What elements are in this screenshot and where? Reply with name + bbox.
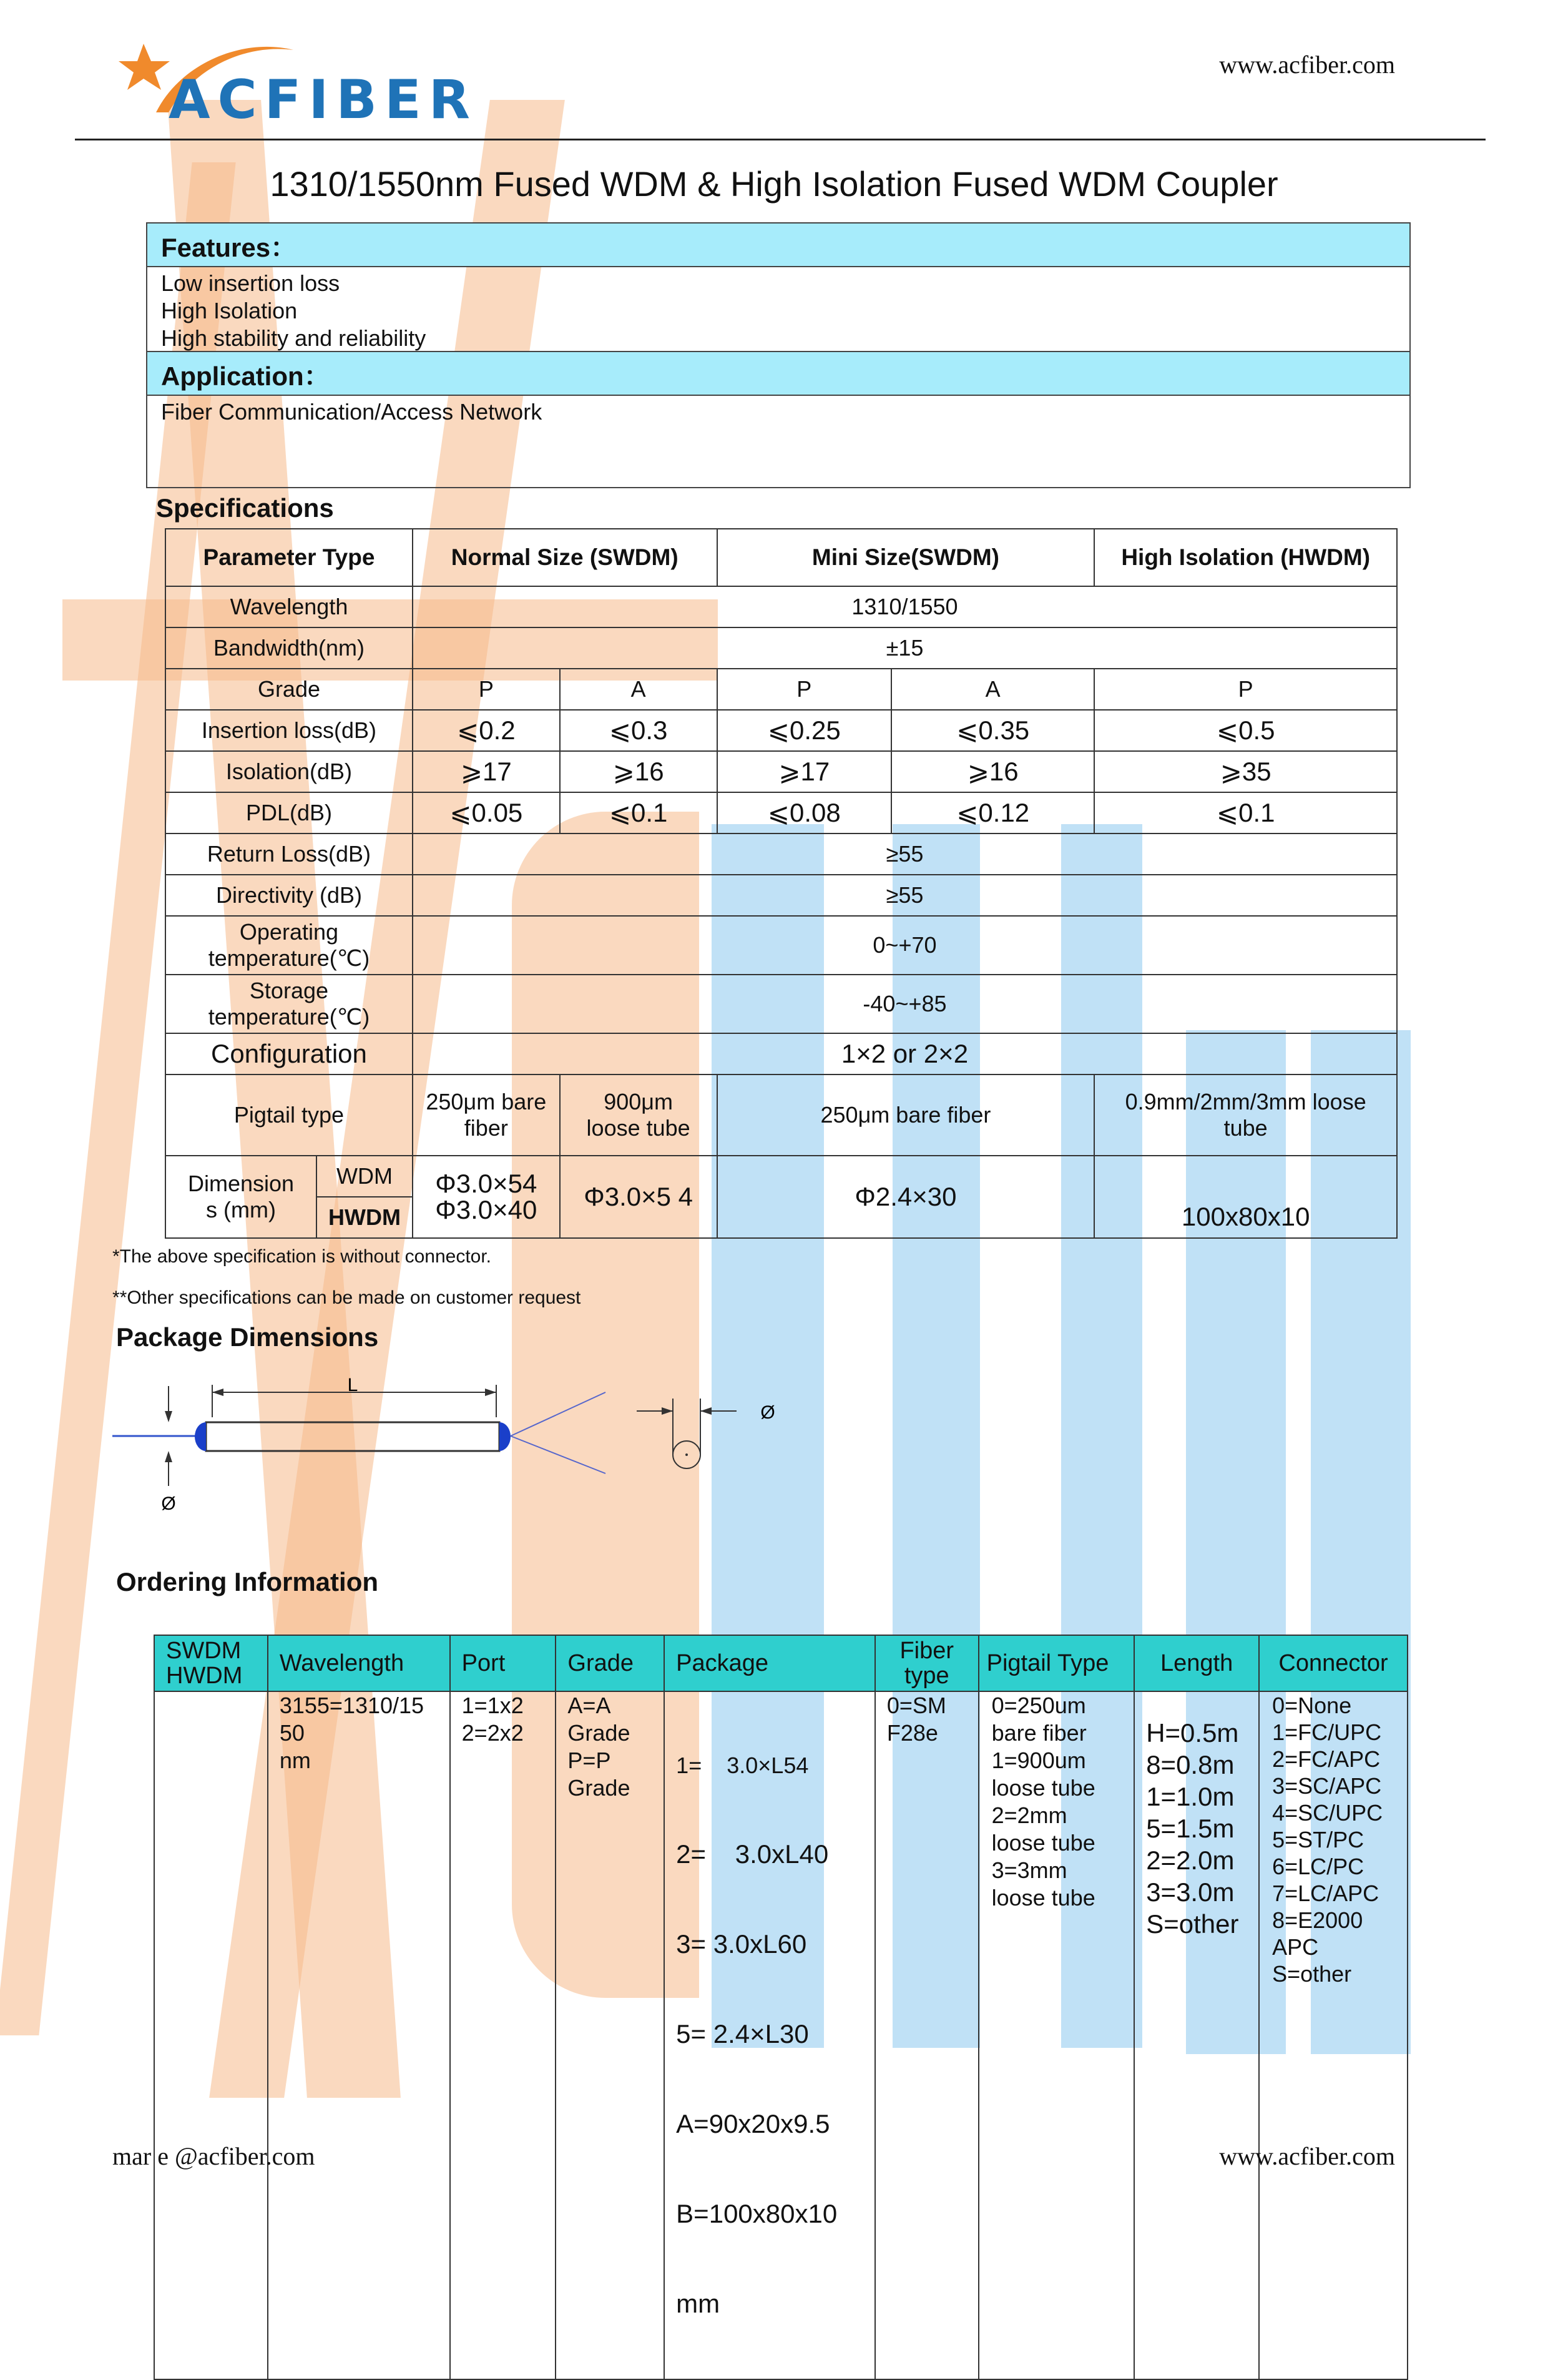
table-row [165, 529, 1397, 586]
table-cell: ⩽0.1 [1094, 792, 1397, 833]
table-cell [556, 1691, 664, 2379]
table-row [165, 916, 1397, 975]
option-line: 1=900um [991, 1748, 1086, 1773]
header-cell: Port [450, 1635, 556, 1691]
diameter-label: Ø [760, 1402, 775, 1423]
table-cell [450, 1691, 556, 2379]
option-line: A=A [567, 1693, 611, 1718]
wdm-label: WDM [317, 1156, 412, 1197]
table-cell: P [1094, 669, 1397, 710]
option-line: 1= 3.0×L54 [676, 1753, 809, 1778]
header-divider [75, 139, 1486, 140]
option-line: 7=LC/APC [1272, 1881, 1379, 1906]
brand-name: ACFIBER [169, 69, 478, 131]
table-row [165, 669, 1397, 710]
row-label: Operating temperature(℃) [165, 916, 413, 975]
table-cell: ⩾17 [413, 751, 560, 792]
table-row [165, 875, 1397, 916]
header-cell: Connector [1259, 1635, 1408, 1691]
header-cell: Length [1134, 1635, 1259, 1691]
table-row [154, 1691, 1408, 2379]
table-cell: ⩾16 [560, 751, 717, 792]
table-cell: ⩾17 [717, 751, 891, 792]
option-line: 0=250um [991, 1693, 1086, 1718]
option-line: Grade [567, 1775, 630, 1801]
row-label: Grade [165, 669, 413, 710]
table-cell: ≥55 [413, 875, 1397, 916]
diameter-label: Ø [161, 1493, 176, 1514]
header-website[interactable]: www.acfiber.com [1219, 51, 1395, 79]
feature-item: High Isolation [161, 298, 298, 323]
row-label: Configuration [165, 1033, 413, 1074]
header-cell: Wavelength [268, 1635, 450, 1691]
table-cell: Φ2.4×30 [717, 1156, 1095, 1238]
table-cell: 1×2 or 2×2 [413, 1033, 1397, 1074]
row-label: Dimension s (mm) [187, 1171, 295, 1222]
option-line: Grade [567, 1720, 630, 1746]
table-cell [979, 1691, 1135, 2379]
table-row [165, 833, 1397, 875]
feature-item: High stability and reliability [161, 325, 426, 351]
option-line: 1=FC/UPC [1272, 1719, 1382, 1745]
table-cell: A [560, 669, 717, 710]
table-cell: ⩾16 [891, 751, 1094, 792]
option-line: loose tube [991, 1830, 1095, 1856]
option-line: APC [1272, 1934, 1319, 1960]
page-title: 1310/1550nm Fused WDM & High Isolation Fused WDM Coupler [270, 164, 1278, 204]
table-cell [413, 1156, 560, 1238]
option-line: 3=3.0m [1146, 1877, 1235, 1907]
table-cell: ⩽0.3 [560, 710, 717, 751]
table-cell: ⩽0.5 [1094, 710, 1397, 751]
length-label: L [347, 1375, 358, 1395]
table-cell: ⩾35 [1094, 751, 1397, 792]
option-line: 2=2.0m [1146, 1846, 1235, 1875]
ordering-heading: Ordering Information [116, 1567, 378, 1596]
table-cell [664, 1691, 875, 2379]
table-cell [154, 1691, 268, 2379]
header-cell: High Isolation (HWDM) [1094, 529, 1397, 586]
table-cell: ≥55 [413, 833, 1397, 875]
option-line: bare fiber [991, 1720, 1087, 1746]
table-cell: ⩽0.05 [413, 792, 560, 833]
table-cell [268, 1691, 450, 2379]
dimension-value: Φ3.0×40 [435, 1195, 537, 1224]
row-label: Pigtail type [165, 1074, 413, 1156]
option-line: S=other [1272, 1961, 1352, 1987]
table-cell: 1310/1550 [413, 586, 1397, 627]
option-line: H=0.5m [1146, 1718, 1239, 1748]
option-line: 5= 2.4×L30 [676, 2019, 809, 2048]
header-cell: Grade [556, 1635, 664, 1691]
table-cell: 0.9mm/2mm/3mm loose tube [1094, 1074, 1397, 1156]
table-row [165, 710, 1397, 751]
table-row [165, 751, 1397, 792]
table-cell: 250μm bare fiber [717, 1074, 1095, 1156]
table-cell: 900μm loose tube [560, 1074, 717, 1156]
table-row [165, 1156, 1397, 1238]
application-heading: Application： [147, 352, 1409, 396]
table-cell: P [717, 669, 891, 710]
option-line: 3155=1310/15 [279, 1693, 424, 1718]
application-text: Fiber Communication/Access Network [161, 399, 542, 425]
header-cell: Package [664, 1635, 875, 1691]
header-cell: Mini Size(SWDM) [717, 529, 1095, 586]
footer-website[interactable]: www.acfiber.com [1219, 2142, 1395, 2170]
row-label: Return Loss(dB) [165, 833, 413, 875]
table-cell: A [891, 669, 1094, 710]
table-cell: ±15 [413, 627, 1397, 669]
specifications-table [165, 528, 1398, 1239]
option-line: S=other [1146, 1909, 1239, 1939]
header-cell: Pigtail Type [979, 1635, 1135, 1691]
option-line: loose tube [991, 1775, 1095, 1801]
table-cell: 250μm bare fiber [413, 1074, 560, 1156]
row-label: Insertion loss(dB) [165, 710, 413, 751]
option-line: 0=SM [886, 1693, 946, 1718]
option-line: 3=3mm [991, 1857, 1067, 1883]
table-row [165, 975, 1397, 1033]
option-line: 8=0.8m [1146, 1750, 1235, 1779]
option-line: 5=1.5m [1146, 1814, 1235, 1843]
spec-note: **Other specifications can be made on customer request [112, 1287, 581, 1308]
table-row [165, 1033, 1397, 1074]
row-label: Storage temperature(℃) [165, 975, 413, 1033]
table-cell: Φ3.0×5 4 [560, 1156, 717, 1238]
table-cell: ⩽0.08 [717, 792, 891, 833]
table-row [165, 627, 1397, 669]
dimension-cell [165, 1156, 413, 1238]
table-cell: ⩽0.1 [560, 792, 717, 833]
option-line: 50 [279, 1720, 305, 1746]
table-cell: ⩽0.35 [891, 710, 1094, 751]
option-line: B=100x80x10 [676, 2199, 838, 2228]
features-heading: Features： [147, 224, 1409, 267]
table-cell: P [413, 669, 560, 710]
option-line: 8=E2000 [1272, 1907, 1363, 1933]
table-cell: -40~+85 [413, 975, 1397, 1033]
option-line: 4=SC/UPC [1272, 1800, 1383, 1826]
row-label: PDL(dB) [165, 792, 413, 833]
option-line: 2=FC/APC [1272, 1746, 1381, 1772]
header-cell: SWDM HWDM [154, 1635, 268, 1691]
option-line: 1=1.0m [1146, 1782, 1235, 1811]
spec-note: *The above specification is without connector. [112, 1246, 492, 1267]
specifications-heading: Specifications [156, 493, 334, 523]
row-label: Bandwidth(nm) [165, 627, 413, 669]
table-cell: ⩽0.25 [717, 710, 891, 751]
option-line: 2=2x2 [461, 1720, 524, 1746]
option-line: 6=LC/PC [1272, 1854, 1364, 1879]
feature-item: Low insertion loss [161, 270, 340, 296]
table-row [165, 1074, 1397, 1156]
table-cell [1134, 1691, 1259, 2379]
features-list [147, 267, 1409, 355]
option-line: 2=2mm [991, 1802, 1067, 1828]
option-line: 0=None [1272, 1693, 1352, 1718]
option-line: 3= 3.0xL60 [676, 1929, 807, 1959]
application-box [146, 351, 1411, 488]
table-row [154, 1635, 1408, 1691]
header-cell: Fiber type [875, 1635, 979, 1691]
header-cell: Parameter Type [165, 529, 413, 586]
table-cell: 100x80x10 [1094, 1156, 1397, 1238]
option-line: nm [279, 1748, 311, 1773]
header-cell: Normal Size (SWDM) [413, 529, 717, 586]
row-label: Isolation(dB) [165, 751, 413, 792]
row-label: Wavelength [165, 586, 413, 627]
hwdm-label: HWDM [328, 1204, 401, 1230]
table-cell [875, 1691, 979, 2379]
option-line: A=90x20x9.5 [676, 2109, 830, 2138]
option-line: 3=SC/APC [1272, 1773, 1382, 1799]
option-line: mm [676, 2289, 720, 2318]
dimension-value: Φ3.0×54 [435, 1169, 537, 1198]
table-row [165, 586, 1397, 627]
option-line: 5=ST/PC [1272, 1827, 1364, 1852]
table-row [165, 792, 1397, 833]
footer-email[interactable]: mar e @acfiber.com [112, 2142, 315, 2170]
option-line: F28e [886, 1720, 938, 1746]
table-cell: ⩽0.12 [891, 792, 1094, 833]
option-line: 2= 3.0xL40 [676, 1839, 829, 1869]
brand-logo [106, 25, 478, 137]
table-cell: 0~+70 [413, 916, 1397, 975]
option-line: loose tube [991, 1885, 1095, 1910]
package-heading: Package Dimensions [116, 1322, 379, 1352]
package-diagram [112, 1374, 811, 1523]
option-line: P=P [567, 1748, 611, 1773]
table-cell: ⩽0.2 [413, 710, 560, 751]
option-line: 1=1x2 [461, 1693, 524, 1718]
features-box [146, 222, 1411, 352]
table-cell [1259, 1691, 1408, 2379]
ordering-table [154, 1635, 1408, 2380]
row-label: Directivity (dB) [165, 875, 413, 916]
